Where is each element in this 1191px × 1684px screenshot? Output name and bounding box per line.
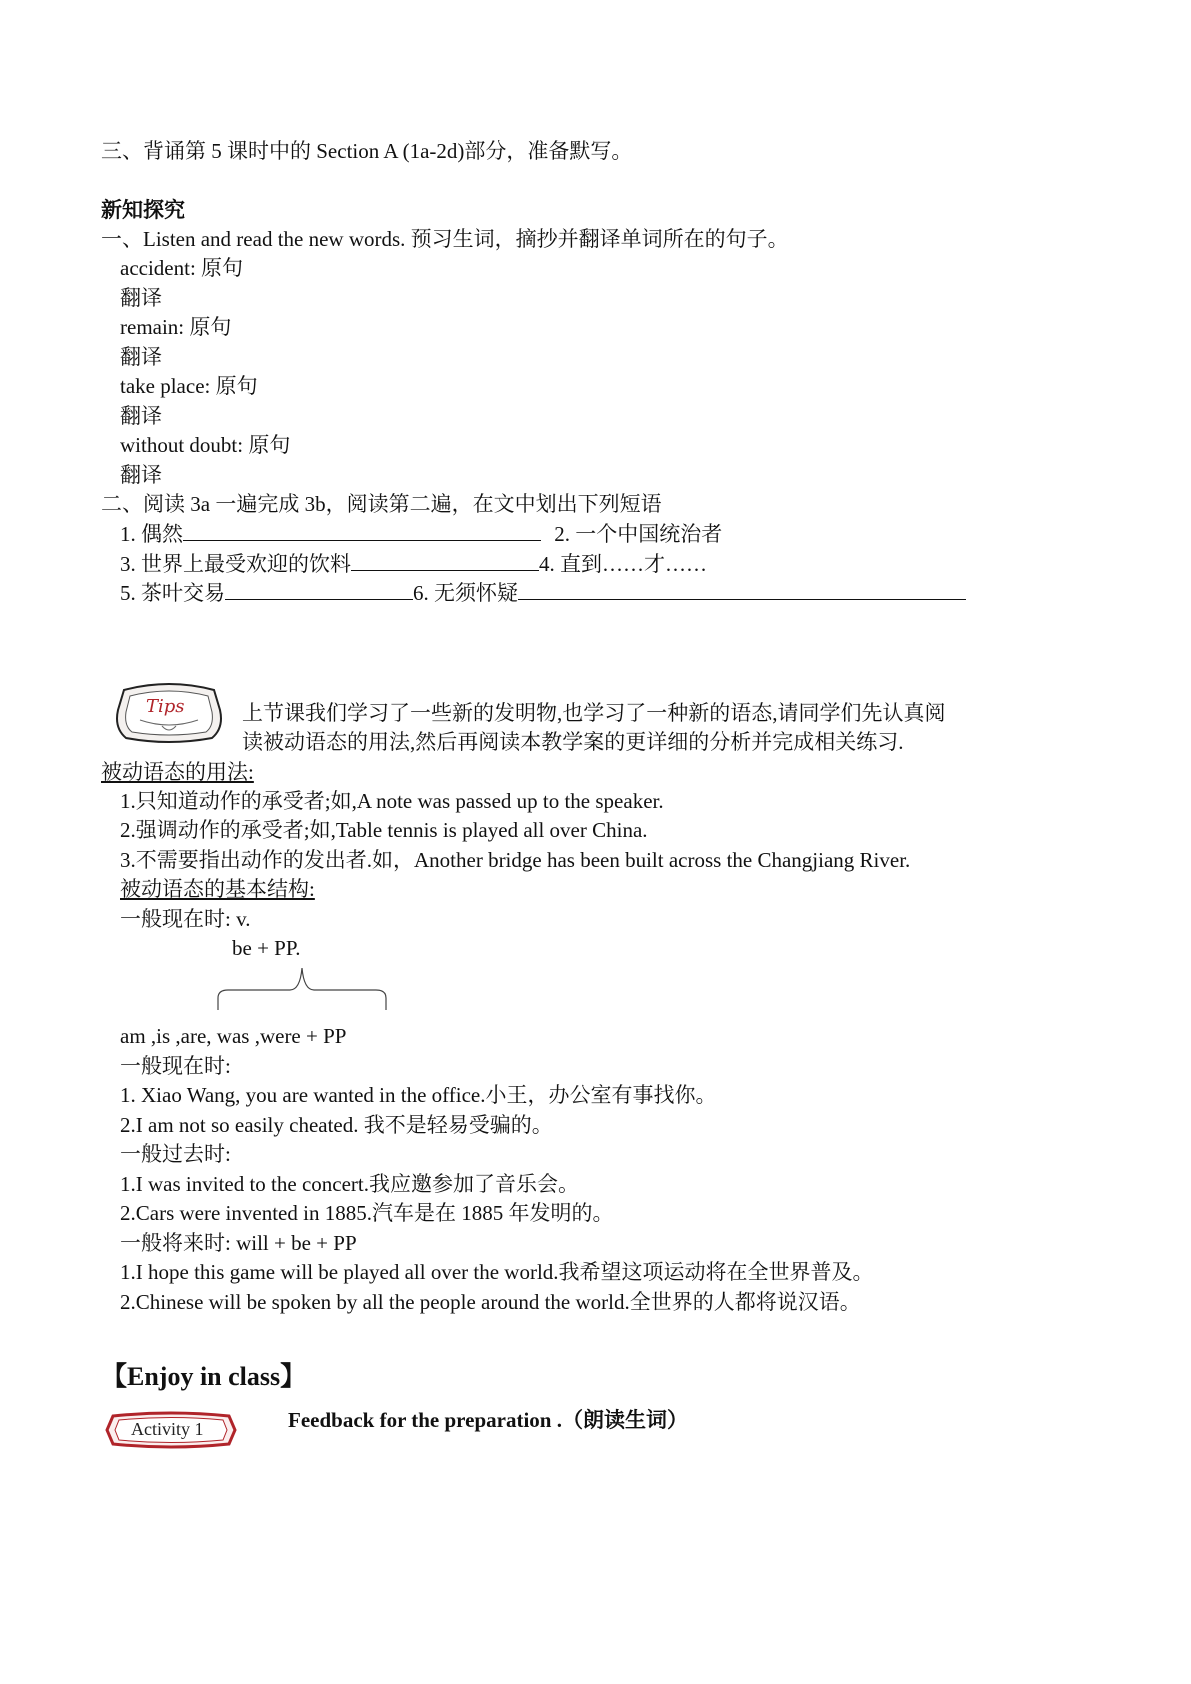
translate-label: 翻译: [120, 404, 162, 428]
answer-blank-3[interactable]: [351, 550, 539, 571]
task-1-instruction: 一、Listen and read the new words. 预习生词，摘抄并翻译单词所在的句子。: [101, 227, 789, 251]
past-example-2: 2.Cars were invented in 1885.汽车是在 1885 年发明的。: [120, 1201, 614, 1225]
answer-blank-1[interactable]: [183, 520, 541, 541]
present-example-2: 2.I am not so easily cheated. 我不是轻易受骗的。: [120, 1113, 553, 1137]
be-forms: am ,is ,are, was ,were + PP: [120, 1024, 347, 1048]
word-accident: accident: 原句: [120, 256, 244, 280]
usage-item-3: 3.不需要指出动作的发出者.如，Another bridge has been built across the Changjiang River.: [120, 848, 911, 872]
enjoy-in-class-title: 【Enjoy in class】: [101, 1362, 307, 1391]
past-tense-title: 一般过去时:: [120, 1142, 231, 1166]
tips-text-line-1: 上节课我们学习了一些新的发明物,也学习了一种新的语态,请同学们先认真阅: [242, 701, 946, 725]
future-tense-title: 一般将来时: will + be + PP: [120, 1231, 357, 1255]
phrase-5: 5. 茶叶交易: [120, 581, 225, 605]
translate-label: 翻译: [120, 345, 162, 369]
usage-title: 被动语态的用法:: [101, 760, 254, 784]
curly-brace-icon: [216, 964, 388, 1014]
phrase-1: 1. 偶然: [120, 522, 183, 546]
present-tense-title: 一般现在时:: [120, 1054, 231, 1078]
usage-item-2: 2.强调动作的承受者;如,Table tennis is played all over China.: [120, 818, 648, 842]
word-without-doubt: without doubt: 原句: [120, 433, 291, 457]
phrase-row-1: [120, 520, 722, 548]
task-2-instruction: 二、阅读 3a 一遍完成 3b，阅读第二遍，在文中划出下列短语: [101, 492, 662, 516]
activity-1-text: Feedback for the preparation .（朗读生词）: [288, 1408, 688, 1432]
phrase-row-2: [120, 550, 707, 578]
translate-label: 翻译: [120, 463, 162, 487]
answer-blank-6[interactable]: [518, 579, 966, 600]
section-title-new-knowledge: 新知探究: [101, 198, 185, 222]
activity-badge-label: Activity 1: [131, 1419, 204, 1439]
tips-logo-text: Tips: [146, 696, 185, 717]
present-example-1: 1. Xiao Wang, you are wanted in the office.小王，办公室有事找你。: [120, 1083, 717, 1107]
translate-label: 翻译: [120, 286, 162, 310]
future-example-1: 1.I hope this game will be played all over the world.我希望这项运动将在全世界普及。: [120, 1260, 874, 1284]
phrase-4: 4. 直到……才……: [539, 552, 707, 576]
phrase-6: 6. 无须怀疑: [413, 581, 518, 605]
word-take-place: take place: 原句: [120, 374, 258, 398]
passive-formula: be + PP.: [232, 936, 301, 960]
phrase-2: 2. 一个中国统治者: [554, 522, 723, 546]
tips-text-line-2: 读被动语态的用法,然后再阅读本教学案的更详细的分析并完成相关练习.: [242, 730, 904, 754]
usage-item-1: 1.只知道动作的承受者;如,A note was passed up to the speaker.: [120, 789, 664, 813]
homework-item-3: 三、背诵第 5 课时中的 Section A (1a-2d)部分，准备默写。: [101, 139, 633, 163]
structure-title: 被动语态的基本结构:: [120, 877, 315, 901]
tips-logo: [110, 680, 228, 746]
answer-blank-5[interactable]: [225, 579, 413, 600]
activity-1-badge: [103, 1410, 239, 1450]
phrase-row-3: [120, 579, 966, 607]
phrase-3: 3. 世界上最受欢迎的饮料: [120, 552, 351, 576]
present-tense-label: 一般现在时: v.: [120, 907, 251, 931]
word-remain: remain: 原句: [120, 315, 232, 339]
future-example-2: 2.Chinese will be spoken by all the people around the world.全世界的人都将说汉语。: [120, 1290, 861, 1314]
past-example-1: 1.I was invited to the concert.我应邀参加了音乐会。: [120, 1172, 580, 1196]
